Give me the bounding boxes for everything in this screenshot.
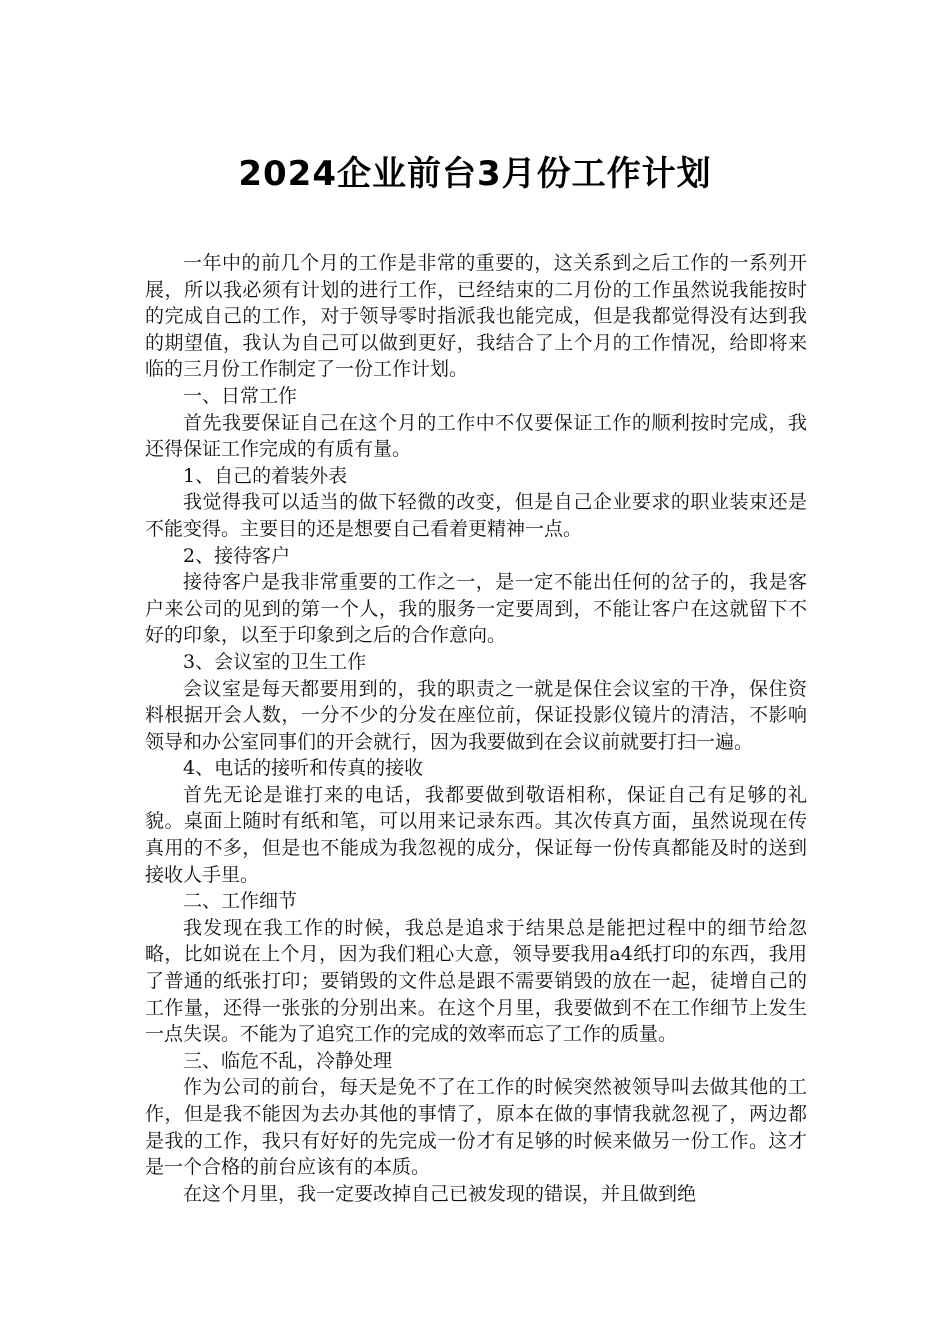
body-paragraph: 我发现在我工作的时候，我总是追求于结果总是能把过程中的细节给忽略，比如说在上个月，因为我们粗心大意，领导要我用a4纸打印的东西，我用了普通的纸张打印；要销毁的文件总是跟不需要销毁的放在一起，徒增自己的工作量，还得一张张的分别出来。在这个月里，我要做到不在工作细节上发生一点失误。不能为了追究工作的完成的效率而忘了工作的质量。 [145,916,807,1046]
body-paragraph: 接待客户是我非常重要的工作之一，是一定不能出任何的岔子的，我是客户来公司的见到的第一个人，我的服务一定要周到，不能让客户在这就留下不好的印象，以至于印象到之后的合作意向。 [145,571,807,647]
section-heading: 2、接待客户 [183,544,291,567]
section-heading: 二、工作细节 [183,890,298,913]
body-paragraph: 首先我要保证自己在这个月的工作中不仅要保证工作的顺利按时完成，我还得保证工作完成的有质有量。 [145,411,807,461]
body-paragraph: 会议室是每天都要用到的，我的职责之一就是保住会议室的干净，保住资料根据开会人数，一分不少的分发在座位前，保证投影仪镜片的清洁，不影响领导和办公室同事们的开会就行，因为我要做到在会议前就要打扫一遍。 [145,677,807,753]
section-heading: 1、自己的着装外表 [183,464,348,487]
section-heading: 4、电话的接听和传真的接收 [183,757,424,780]
body-paragraph: 首先无论是谁打来的电话，我都要做到敬语相称，保证自己有足够的礼貌。桌面上随时有纸和笔，可以用来记录东西。其次传真方面，虽然说现在传真用的不多，但是也不能成为我忽视的成分，保证每一份传真都能及时的送到接收人手里。 [145,783,807,886]
document-body [145,250,807,1207]
section-heading: 一、日常工作 [183,384,298,407]
body-paragraph: 我觉得我可以适当的做下轻微的改变，但是自己企业要求的职业装束还是不能变得。主要目的还是想要自己看着更精神一点。 [145,491,807,540]
body-paragraph: 作为公司的前台，每天是免不了在工作的时候突然被领导叫去做其他的工作，但是我不能因为去办其他的事情了，原本在做的事情我就忽视了，两边都是我的工作，我只有好好的先完成一份才有足够的时候来做另一份工作。这才是一个合格的前台应该有的本质。 [145,1076,807,1179]
body-paragraph: 一年中的前几个月的工作是非常的重要的，这关系到之后工作的一系列开展，所以我必须有计划的进行工作，已经结束的二月份的工作虽然说我能按时的完成自己的工作，对于领导零时指派我也能完成，但是我都觉得没有达到我的期望值，我认为自己可以做到更好，我结合了上个月的工作情况，给即将来临的三月份工作制定了一份工作计划。 [145,252,807,381]
section-heading: 3、会议室的卫生工作 [183,650,367,673]
document-title: 2024企业前台3月份工作计划 [238,153,712,194]
section-heading: 三、临危不乱，冷静处理 [183,1049,393,1072]
body-paragraph: 在这个月里，我一定要改掉自己已被发现的错误，并且做到绝 [183,1182,697,1205]
